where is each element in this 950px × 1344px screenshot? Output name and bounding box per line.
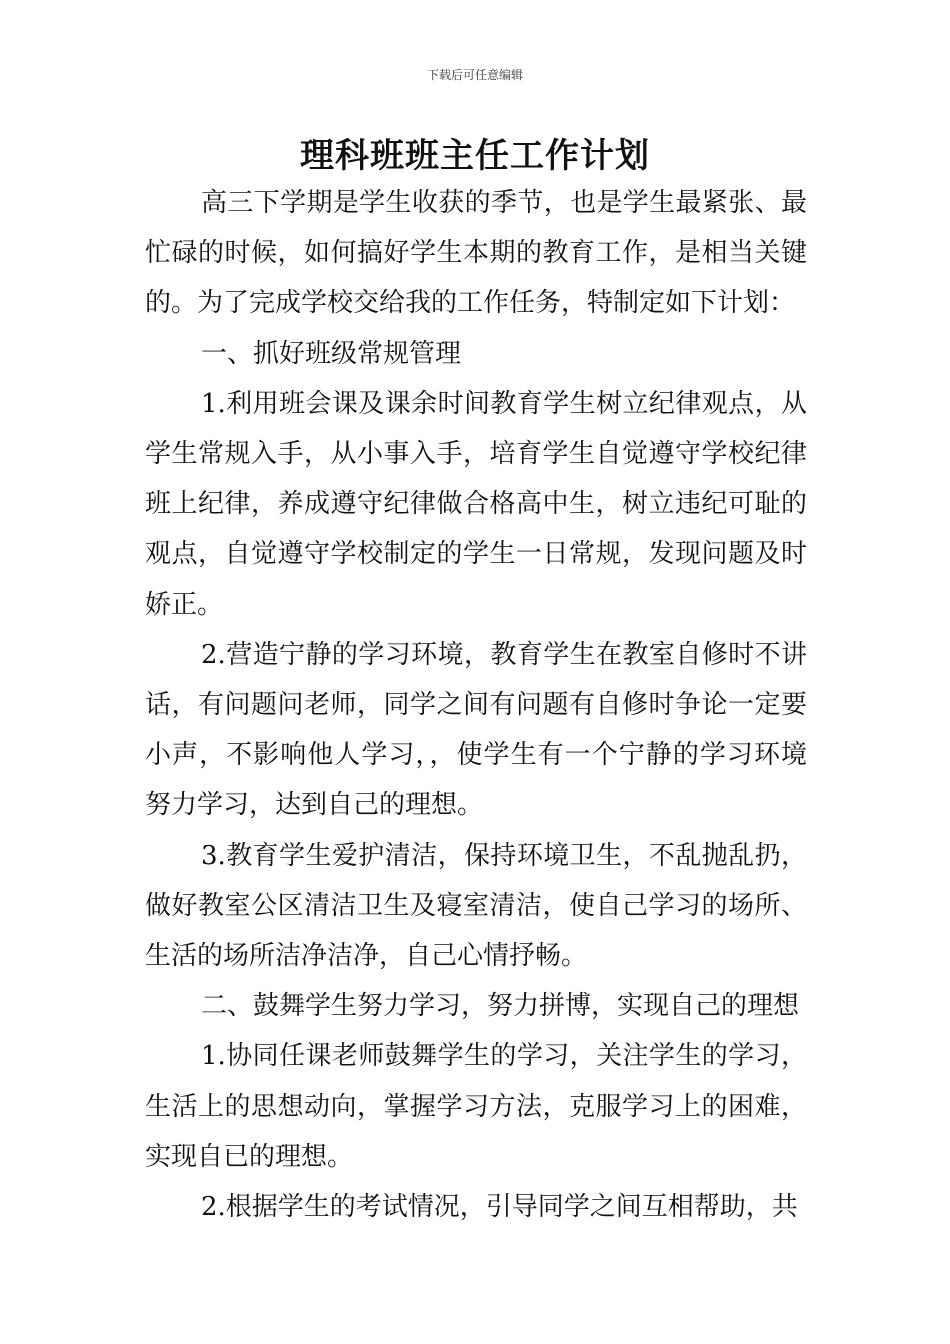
paragraph-2-2: 2.根据学生的考试情况，引导同学之间互相帮助，共 (201, 1192, 798, 1223)
paragraph-2-1: 1.协同任课老师鼓舞学生的学习，关注学生的学习，生活上的思想动向，掌握学习方法，克服学习上的困难，实现自已的理想。 (145, 1041, 807, 1172)
document-body (145, 178, 807, 1232)
section-heading-2: 二、鼓舞学生努力学习，努力拼博，实现自己的理想 (201, 991, 800, 1022)
paragraph-1-2: 2.营造宁静的学习环境，教育学生在教室自修时不讲话，有问题问老师，同学之间有问题有自修时争论一定要小声，不影响他人学习，，使学生有一个宁静的学习环境努力学习，达到自己的理想。 (145, 639, 807, 821)
page-header-note: 下载后可任意编辑 (426, 68, 523, 82)
section-heading-1: 一、抓好班级常规管理 (201, 338, 462, 369)
document-title: 理科班班主任工作计划 (300, 136, 650, 176)
paragraph-1-3: 3.教育学生爱护清洁，保持环境卫生，不乱抛乱扔，做好教室公区清洁卫生及寝室清洁，使自己学习的场所、生活的场所洁净洁净，自己心情抒畅。 (145, 840, 807, 972)
intro-paragraph: 高三下学期是学生收获的季节，也是学生最紧张、最忙碌的时候，如何搞好学生本期的教育工作，是相当关键的。为了完成学校交给我的工作任务，特制定如下计划： (145, 188, 807, 319)
paragraph-1-1: 1.利用班会课及课余时间教育学生树立纪律观点，从学生常规入手，从小事入手，培育学生自觉遵守学校纪律班上纪律，养成遵守纪律做合格高中生，树立违纪可耻的观点，自觉遵守学校制定的学生一日常规，发现问题及时娇正。 (145, 388, 807, 620)
